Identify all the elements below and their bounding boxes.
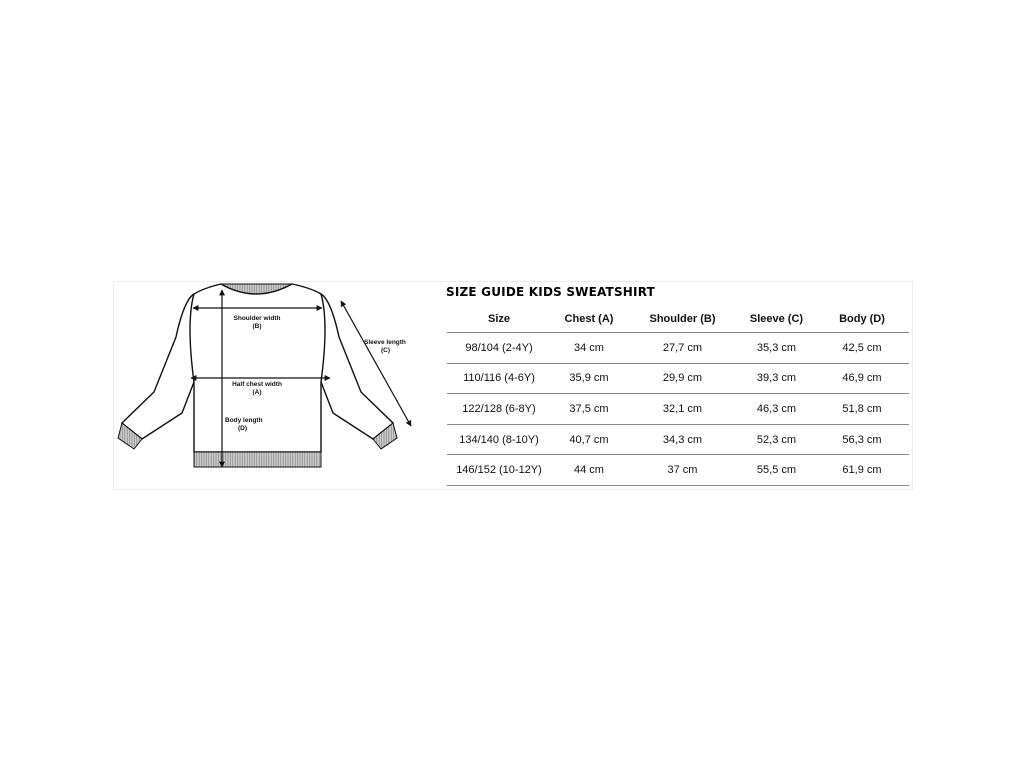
size-table — [447, 305, 909, 486]
cell-size: 98/104 (2-4Y) — [447, 333, 551, 364]
size-guide-card — [113, 281, 913, 490]
cell-size: 146/152 (10-12Y) — [447, 455, 551, 486]
cell-body: 61,9 cm — [815, 455, 909, 486]
cell-sleeve: 55,5 cm — [738, 455, 815, 486]
cell-body: 46,9 cm — [815, 363, 909, 394]
cell-shoulder: 32,1 cm — [627, 394, 738, 425]
body-label: Body length — [225, 417, 263, 424]
cell-shoulder: 34,3 cm — [627, 424, 738, 455]
cell-sleeve: 52,3 cm — [738, 424, 815, 455]
table-row — [447, 455, 909, 486]
cell-chest: 35,9 cm — [551, 363, 627, 394]
shoulder-code: (B) — [252, 323, 262, 330]
cell-size: 110/116 (4-6Y) — [447, 363, 551, 394]
cell-chest: 37,5 cm — [551, 394, 627, 425]
sleeve-label: Sleeve length — [364, 339, 406, 346]
body-outline — [190, 284, 325, 452]
header-size: Size — [447, 305, 551, 333]
cell-body: 42,5 cm — [815, 333, 909, 364]
cell-chest: 34 cm — [551, 333, 627, 364]
chest-label: Half chest width — [232, 381, 282, 388]
table-row — [447, 333, 909, 364]
cell-body: 51,8 cm — [815, 394, 909, 425]
hem-rib — [194, 452, 321, 467]
cell-body: 56,3 cm — [815, 424, 909, 455]
cell-size: 134/140 (8-10Y) — [447, 424, 551, 455]
sweatshirt-diagram — [114, 282, 414, 487]
cell-sleeve: 46,3 cm — [738, 394, 815, 425]
shoulder-label: Shoulder width — [233, 315, 281, 322]
cell-sleeve: 39,3 cm — [738, 363, 815, 394]
cell-size: 122/128 (6-8Y) — [447, 394, 551, 425]
left-sleeve — [122, 294, 194, 439]
header-shoulder: Shoulder (B) — [627, 305, 738, 333]
table-header-row — [447, 305, 909, 333]
table-row — [447, 363, 909, 394]
cell-chest: 44 cm — [551, 455, 627, 486]
chest-code: (A) — [252, 389, 262, 396]
cell-chest: 40,7 cm — [551, 424, 627, 455]
cell-shoulder: 29,9 cm — [627, 363, 738, 394]
header-chest: Chest (A) — [551, 305, 627, 333]
cell-shoulder: 27,7 cm — [627, 333, 738, 364]
header-body: Body (D) — [815, 305, 909, 333]
size-guide-title: SIZE GUIDE KIDS SWEATSHIRT — [446, 285, 655, 299]
cell-shoulder: 37 cm — [627, 455, 738, 486]
table-row — [447, 424, 909, 455]
sleeve-code: (C) — [381, 347, 391, 354]
cell-sleeve: 35,3 cm — [738, 333, 815, 364]
table-row — [447, 394, 909, 425]
body-code: (D) — [238, 425, 248, 432]
right-sleeve — [321, 294, 393, 439]
header-sleeve: Sleeve (C) — [738, 305, 815, 333]
